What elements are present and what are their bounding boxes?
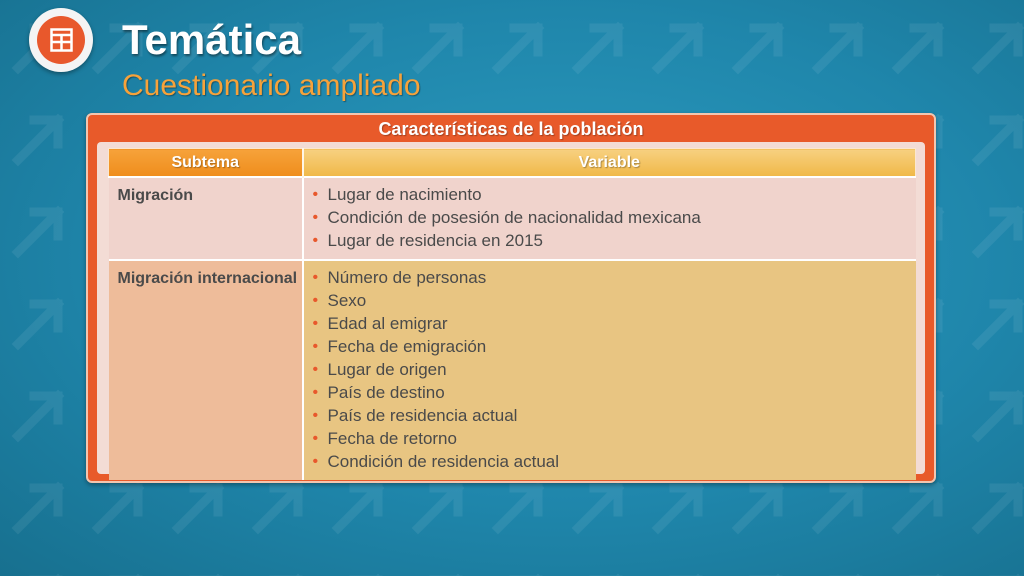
- panel-body: [97, 142, 925, 474]
- table-row: [109, 260, 916, 480]
- table-header-row: [109, 149, 916, 178]
- list-item: • País de residencia actual: [313, 404, 916, 427]
- variable-list: [304, 178, 916, 252]
- column-header-subtema: Subtema: [109, 149, 303, 178]
- list-item: • Condición de posesión de nacionalidad mexicana: [313, 206, 916, 229]
- list-item: • Lugar de origen: [313, 358, 916, 381]
- list-item: • Fecha de retorno: [313, 427, 916, 450]
- list-item: • Edad al emigrar: [313, 312, 916, 335]
- variable-list: [304, 261, 916, 473]
- list-item: • Condición de residencia actual: [313, 450, 916, 473]
- list-item: • País de destino: [313, 381, 916, 404]
- variables-cell: [303, 260, 916, 480]
- page-subtitle: Cuestionario ampliado: [122, 69, 421, 102]
- list-item: • Fecha de emigración: [313, 335, 916, 358]
- list-item: • Sexo: [313, 289, 916, 312]
- page-title: Temática: [122, 16, 301, 63]
- list-item: • Lugar de nacimiento: [313, 183, 916, 206]
- variables-cell: [303, 177, 916, 260]
- variables-table: [108, 148, 916, 480]
- table-row: [109, 177, 916, 260]
- column-header-variable: Variable: [303, 149, 916, 178]
- table-grid-icon: [50, 28, 73, 52]
- subtema-cell: Migración: [109, 177, 303, 260]
- list-item: • Número de personas: [313, 266, 916, 289]
- logo: [29, 8, 93, 72]
- panel-title: Características de la población: [378, 119, 644, 139]
- list-item: • Lugar de residencia en 2015: [313, 229, 916, 252]
- subtema-cell: Migración internacional: [109, 260, 303, 480]
- content-panel: [86, 113, 936, 483]
